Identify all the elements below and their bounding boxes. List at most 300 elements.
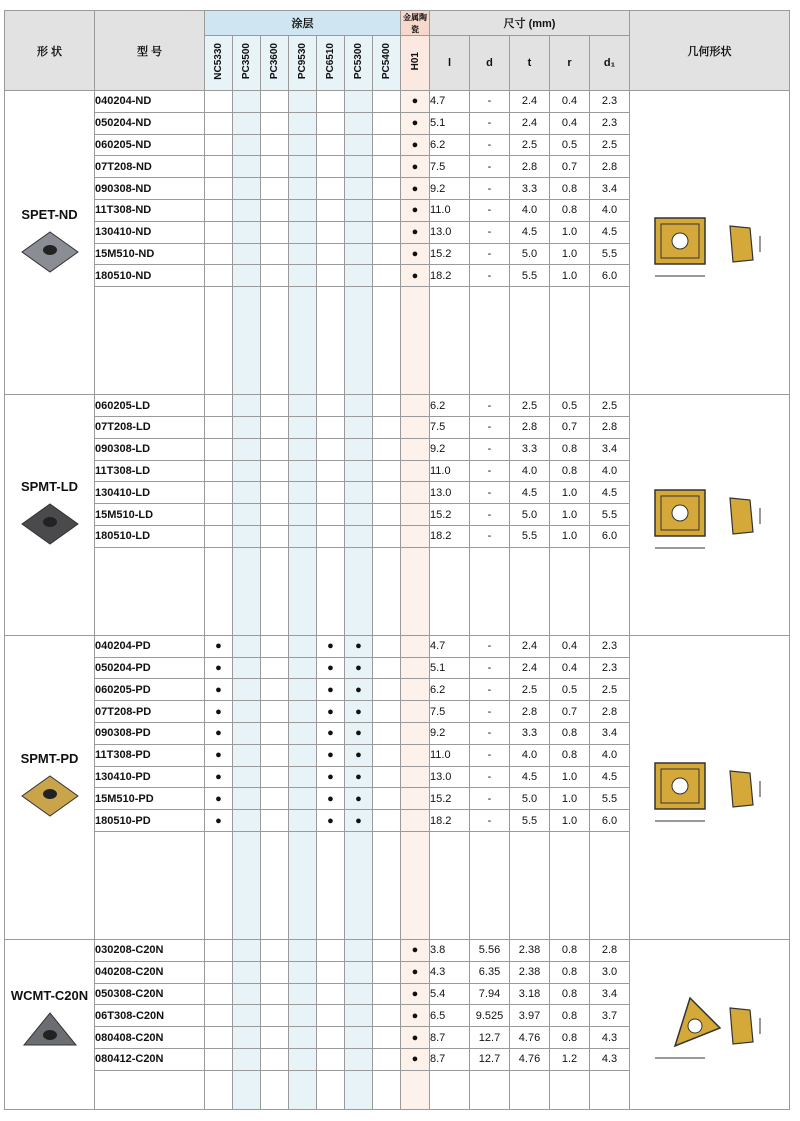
grade-cell [373, 810, 401, 832]
dimension-header: l [430, 36, 470, 91]
cermet-cell [401, 635, 430, 657]
dimension-cell: 13.0 [430, 221, 470, 243]
grade-cell [317, 961, 345, 983]
model-cell: 060205-PD [95, 679, 205, 701]
grade-cell [345, 134, 373, 156]
insert-photo-icon [18, 1009, 82, 1057]
grade-cell [261, 701, 289, 723]
grade-cell [233, 810, 261, 832]
shape-cell [5, 939, 95, 1109]
table-row [5, 395, 790, 417]
grade-cell [317, 438, 345, 460]
grade-cell [289, 939, 317, 961]
model-cell: 07T208-PD [95, 701, 205, 723]
dimension-cell: 9.2 [430, 178, 470, 200]
grade-cell [233, 504, 261, 526]
grade-cell [289, 766, 317, 788]
dimension-cell: 2.5 [510, 395, 550, 417]
grade-header: PC3500 [233, 36, 261, 91]
dimension-cell: 9.2 [430, 722, 470, 744]
grade-cell [233, 722, 261, 744]
dimension-cell: 2.8 [590, 416, 630, 438]
grade-cell [261, 395, 289, 417]
grade-cell [345, 438, 373, 460]
dimension-cell: 3.3 [510, 438, 550, 460]
grade-cell [289, 744, 317, 766]
dimension-header: d₁ [590, 36, 630, 91]
grade-cell [373, 766, 401, 788]
dimension-cell: 6.0 [590, 525, 630, 547]
dimension-cell: 6.0 [590, 265, 630, 287]
grade-cell [261, 221, 289, 243]
grade-cell [373, 939, 401, 961]
grade-cell [317, 395, 345, 417]
model-cell: 060205-ND [95, 134, 205, 156]
cermet-cell: ● [401, 1027, 430, 1049]
geometry-diagram-icon [635, 978, 785, 1068]
table-row [5, 635, 790, 657]
cermet-cell: ● [401, 961, 430, 983]
grade-cell [373, 788, 401, 810]
shape-header: 形 状 [5, 11, 95, 91]
dimension-cell: - [470, 416, 510, 438]
dimension-header: r [550, 36, 590, 91]
dimension-cell: 7.94 [470, 983, 510, 1005]
grade-cell: ● [205, 788, 233, 810]
grade-cell: ● [317, 701, 345, 723]
dimension-cell: 1.0 [550, 810, 590, 832]
dimension-cell: 18.2 [430, 810, 470, 832]
model-cell: 15M510-LD [95, 504, 205, 526]
geometry-cell [630, 91, 790, 395]
model-cell: 07T208-ND [95, 156, 205, 178]
dimension-cell: 2.5 [590, 679, 630, 701]
grade-cell [317, 265, 345, 287]
grade-cell [261, 156, 289, 178]
grade-cell [233, 788, 261, 810]
grade-cell: ● [317, 657, 345, 679]
grade-cell [289, 156, 317, 178]
grade-cell [345, 156, 373, 178]
grade-cell [261, 112, 289, 134]
grade-cell: ● [317, 744, 345, 766]
dimension-cell: 12.7 [470, 1048, 510, 1070]
dimension-cell: - [470, 722, 510, 744]
model-cell: 11T308-PD [95, 744, 205, 766]
dimension-cell: 0.8 [550, 460, 590, 482]
dimension-cell: 8.7 [430, 1027, 470, 1049]
shape-cell [5, 91, 95, 395]
grade-cell [261, 983, 289, 1005]
grade-cell [233, 156, 261, 178]
grade-cell [289, 635, 317, 657]
grade-cell [317, 525, 345, 547]
grade-cell [261, 1027, 289, 1049]
cermet-cell [401, 810, 430, 832]
grade-header: PC9530 [289, 36, 317, 91]
grade-cell [345, 243, 373, 265]
grade-cell [289, 1048, 317, 1070]
model-cell: 090308-LD [95, 438, 205, 460]
grade-cell [205, 983, 233, 1005]
model-cell: 080412-C20N [95, 1048, 205, 1070]
grade-cell [373, 1005, 401, 1027]
dimension-cell: 15.2 [430, 243, 470, 265]
dimension-cell: - [470, 199, 510, 221]
grade-cell [205, 438, 233, 460]
grade-cell [205, 482, 233, 504]
grade-cell [345, 1005, 373, 1027]
dimension-cell: 11.0 [430, 460, 470, 482]
model-cell: 050308-C20N [95, 983, 205, 1005]
grade-cell [373, 438, 401, 460]
cermet-cell: ● [401, 243, 430, 265]
dimension-cell: 0.5 [550, 395, 590, 417]
dimension-cell: 13.0 [430, 482, 470, 504]
geometry-cell [630, 635, 790, 939]
dimension-cell: 7.5 [430, 701, 470, 723]
grade-cell [261, 939, 289, 961]
grade-cell [289, 810, 317, 832]
dimension-cell: 1.0 [550, 504, 590, 526]
dimension-cell: - [470, 395, 510, 417]
shape-cell [5, 635, 95, 939]
dimension-cell: - [470, 657, 510, 679]
grade-cell [205, 178, 233, 200]
cermet-cell [401, 504, 430, 526]
dimension-cell: - [470, 265, 510, 287]
dimension-cell: 0.5 [550, 679, 590, 701]
dimension-cell: 4.5 [590, 221, 630, 243]
grade-cell [261, 134, 289, 156]
dimension-cell: 11.0 [430, 199, 470, 221]
dimension-cell: 4.7 [430, 91, 470, 113]
dimension-cell: 4.5 [510, 482, 550, 504]
model-header: 型 号 [95, 11, 205, 91]
grade-cell [373, 983, 401, 1005]
grade-cell [205, 961, 233, 983]
dimension-cell: 5.5 [590, 788, 630, 810]
dimension-cell: 3.97 [510, 1005, 550, 1027]
insert-photo-icon [18, 772, 82, 820]
grade-cell [289, 1005, 317, 1027]
dimension-cell: 15.2 [430, 504, 470, 526]
grade-cell [261, 416, 289, 438]
model-cell: 180510-ND [95, 265, 205, 287]
dimension-cell: 0.8 [550, 961, 590, 983]
grade-cell [373, 657, 401, 679]
dimension-cell: 18.2 [430, 265, 470, 287]
grade-cell [373, 1048, 401, 1070]
dimension-cell: 13.0 [430, 766, 470, 788]
grade-cell [289, 460, 317, 482]
grade-cell [289, 221, 317, 243]
dimension-cell: 0.8 [550, 1005, 590, 1027]
dimension-cell: 5.0 [510, 243, 550, 265]
cermet-cell [401, 679, 430, 701]
grade-cell [205, 1027, 233, 1049]
grade-cell [289, 788, 317, 810]
dimension-cell: 2.5 [510, 679, 550, 701]
grade-cell [373, 679, 401, 701]
dimension-cell: 2.3 [590, 657, 630, 679]
geometry-diagram-icon [635, 196, 785, 286]
cermet-cell: ● [401, 939, 430, 961]
grade-cell [261, 525, 289, 547]
dimension-cell: 3.3 [510, 722, 550, 744]
cermet-cell [401, 744, 430, 766]
dimension-cell: 6.2 [430, 395, 470, 417]
grade-cell [373, 178, 401, 200]
dimension-cell: 2.8 [510, 156, 550, 178]
dimension-cell: 4.0 [590, 744, 630, 766]
grade-cell [317, 939, 345, 961]
grade-cell [233, 199, 261, 221]
dimension-cell: 5.4 [430, 983, 470, 1005]
dimension-cell: 0.7 [550, 701, 590, 723]
grade-cell [261, 482, 289, 504]
geometry-cell [630, 395, 790, 636]
dimension-cell: 3.0 [590, 961, 630, 983]
grade-cell [261, 243, 289, 265]
grade-cell [373, 460, 401, 482]
dimension-cell: 2.8 [510, 701, 550, 723]
grade-cell [345, 178, 373, 200]
dimension-cell: 5.5 [590, 243, 630, 265]
cermet-cell [401, 482, 430, 504]
dimension-cell: 2.8 [590, 701, 630, 723]
grade-cell [289, 1027, 317, 1049]
grade-cell [289, 178, 317, 200]
grade-cell [233, 134, 261, 156]
dimension-cell: 4.5 [590, 482, 630, 504]
grade-cell: ● [317, 722, 345, 744]
grade-cell [233, 416, 261, 438]
dimension-cell: 15.2 [430, 788, 470, 810]
dimension-cell: - [470, 91, 510, 113]
dimension-cell: 5.0 [510, 504, 550, 526]
dimension-cell: - [470, 156, 510, 178]
dimension-cell: 5.0 [510, 788, 550, 810]
model-cell: 11T308-LD [95, 460, 205, 482]
grade-cell: ● [205, 810, 233, 832]
size-header: 尺寸 (mm) [430, 11, 630, 36]
grade-cell [205, 134, 233, 156]
grade-cell [373, 112, 401, 134]
dimension-cell: 0.7 [550, 156, 590, 178]
grade-cell [345, 1027, 373, 1049]
dimension-cell: 2.4 [510, 657, 550, 679]
dimension-cell: 2.5 [590, 134, 630, 156]
dimension-cell: 2.8 [590, 156, 630, 178]
dimension-cell: 4.5 [590, 766, 630, 788]
model-cell: 06T308-C20N [95, 1005, 205, 1027]
grade-cell [261, 766, 289, 788]
dimension-cell: 0.8 [550, 939, 590, 961]
grade-cell [205, 395, 233, 417]
dimension-cell: 3.4 [590, 983, 630, 1005]
grade-cell [205, 91, 233, 113]
grade-cell [373, 525, 401, 547]
grade-cell [289, 91, 317, 113]
grade-header: PC6510 [317, 36, 345, 91]
dimension-cell: 2.5 [510, 134, 550, 156]
grade-cell [373, 482, 401, 504]
dimension-cell: 4.0 [510, 460, 550, 482]
dimension-cell: - [470, 460, 510, 482]
dimension-cell: 3.3 [510, 178, 550, 200]
dimension-cell: 3.4 [590, 722, 630, 744]
grade-cell [373, 156, 401, 178]
grade-cell [261, 1048, 289, 1070]
dimension-cell: 2.4 [510, 112, 550, 134]
dimension-cell: 0.4 [550, 657, 590, 679]
table-row [5, 939, 790, 961]
dimension-cell: 7.5 [430, 156, 470, 178]
grade-cell [373, 199, 401, 221]
cermet-cell [401, 395, 430, 417]
dimension-cell: 11.0 [430, 744, 470, 766]
cermet-cell [401, 460, 430, 482]
dimension-cell: 1.0 [550, 221, 590, 243]
dimension-cell: 3.4 [590, 178, 630, 200]
dimension-cell: 5.5 [590, 504, 630, 526]
dimension-cell: 4.0 [510, 199, 550, 221]
dimension-cell: 0.8 [550, 178, 590, 200]
dimension-cell: - [470, 243, 510, 265]
grade-cell [233, 243, 261, 265]
grade-cell [233, 438, 261, 460]
dimension-cell: 4.5 [510, 221, 550, 243]
grade-cell [317, 504, 345, 526]
grade-header: PC5300 [345, 36, 373, 91]
shape-name: SPMT-PD [20, 751, 79, 767]
shape-name: SPMT-LD [20, 478, 79, 494]
grade-cell [261, 744, 289, 766]
grade-cell [317, 91, 345, 113]
grade-cell [317, 983, 345, 1005]
dimension-cell: - [470, 525, 510, 547]
grade-cell [345, 265, 373, 287]
grade-cell [289, 112, 317, 134]
grade-cell: ● [345, 810, 373, 832]
grade-cell: ● [205, 635, 233, 657]
grade-cell [261, 810, 289, 832]
cermet-cell [401, 701, 430, 723]
cermet-header: 金属陶瓷 [401, 11, 430, 36]
grade-cell [261, 722, 289, 744]
coating-header: 涂层 [205, 11, 401, 36]
grade-cell [205, 504, 233, 526]
dimension-cell: 5.5 [510, 810, 550, 832]
grade-cell [233, 265, 261, 287]
grade-cell: ● [317, 788, 345, 810]
grade-cell [289, 722, 317, 744]
cermet-cell [401, 438, 430, 460]
model-cell: 11T308-ND [95, 199, 205, 221]
dimension-cell: 9.2 [430, 438, 470, 460]
cermet-cell: ● [401, 199, 430, 221]
grade-cell [233, 766, 261, 788]
dimension-cell: 3.18 [510, 983, 550, 1005]
grade-cell [373, 701, 401, 723]
grade-cell [345, 961, 373, 983]
grade-cell [289, 504, 317, 526]
grade-cell [345, 460, 373, 482]
dimension-cell: 1.0 [550, 525, 590, 547]
dimension-cell: 2.38 [510, 961, 550, 983]
grade-cell [261, 178, 289, 200]
dimension-cell: 18.2 [430, 525, 470, 547]
dimension-cell: 1.2 [550, 1048, 590, 1070]
dimension-cell: 5.56 [470, 939, 510, 961]
grade-cell [233, 635, 261, 657]
grade-cell [233, 525, 261, 547]
grade-cell [261, 265, 289, 287]
shape-name: WCMT-C20N [10, 988, 89, 1004]
grade-cell [373, 722, 401, 744]
grade-cell: ● [205, 679, 233, 701]
cermet-cell: ● [401, 178, 430, 200]
dimension-cell: 3.4 [590, 438, 630, 460]
dimension-cell: 3.7 [590, 1005, 630, 1027]
dimension-header: d [470, 36, 510, 91]
grade-cell [289, 482, 317, 504]
dimension-cell: 4.76 [510, 1048, 550, 1070]
grade-cell [373, 635, 401, 657]
grade-cell [233, 221, 261, 243]
grade-cell [233, 395, 261, 417]
dimension-cell: 0.4 [550, 112, 590, 134]
dimension-cell: 0.8 [550, 983, 590, 1005]
cermet-cell [401, 766, 430, 788]
grade-cell [345, 939, 373, 961]
model-cell: 15M510-PD [95, 788, 205, 810]
grade-cell [205, 416, 233, 438]
grade-cell [289, 701, 317, 723]
dimension-header: t [510, 36, 550, 91]
grade-cell [345, 525, 373, 547]
grade-cell [345, 199, 373, 221]
model-cell: 080408-C20N [95, 1027, 205, 1049]
dimension-cell: - [470, 221, 510, 243]
grade-cell [205, 199, 233, 221]
insert-photo-icon [18, 228, 82, 276]
dimension-cell: 0.8 [550, 438, 590, 460]
cermet-cell: ● [401, 1005, 430, 1027]
cermet-cell: ● [401, 91, 430, 113]
grade-cell: ● [317, 766, 345, 788]
model-cell: 090308-ND [95, 178, 205, 200]
grade-cell [317, 112, 345, 134]
grade-cell [289, 438, 317, 460]
model-cell: 040208-C20N [95, 961, 205, 983]
geometry-diagram-icon [635, 468, 785, 558]
dimension-cell: 4.0 [510, 744, 550, 766]
grade-cell [289, 961, 317, 983]
grade-header: PC5400 [373, 36, 401, 91]
grade-cell [289, 416, 317, 438]
dimension-cell: 2.3 [590, 91, 630, 113]
dimension-cell: 1.0 [550, 265, 590, 287]
cermet-cell [401, 788, 430, 810]
grade-cell [345, 1048, 373, 1070]
grade-cell [205, 1048, 233, 1070]
dimension-cell: 0.8 [550, 199, 590, 221]
dimension-cell: - [470, 178, 510, 200]
cermet-cell [401, 416, 430, 438]
dimension-cell: - [470, 766, 510, 788]
